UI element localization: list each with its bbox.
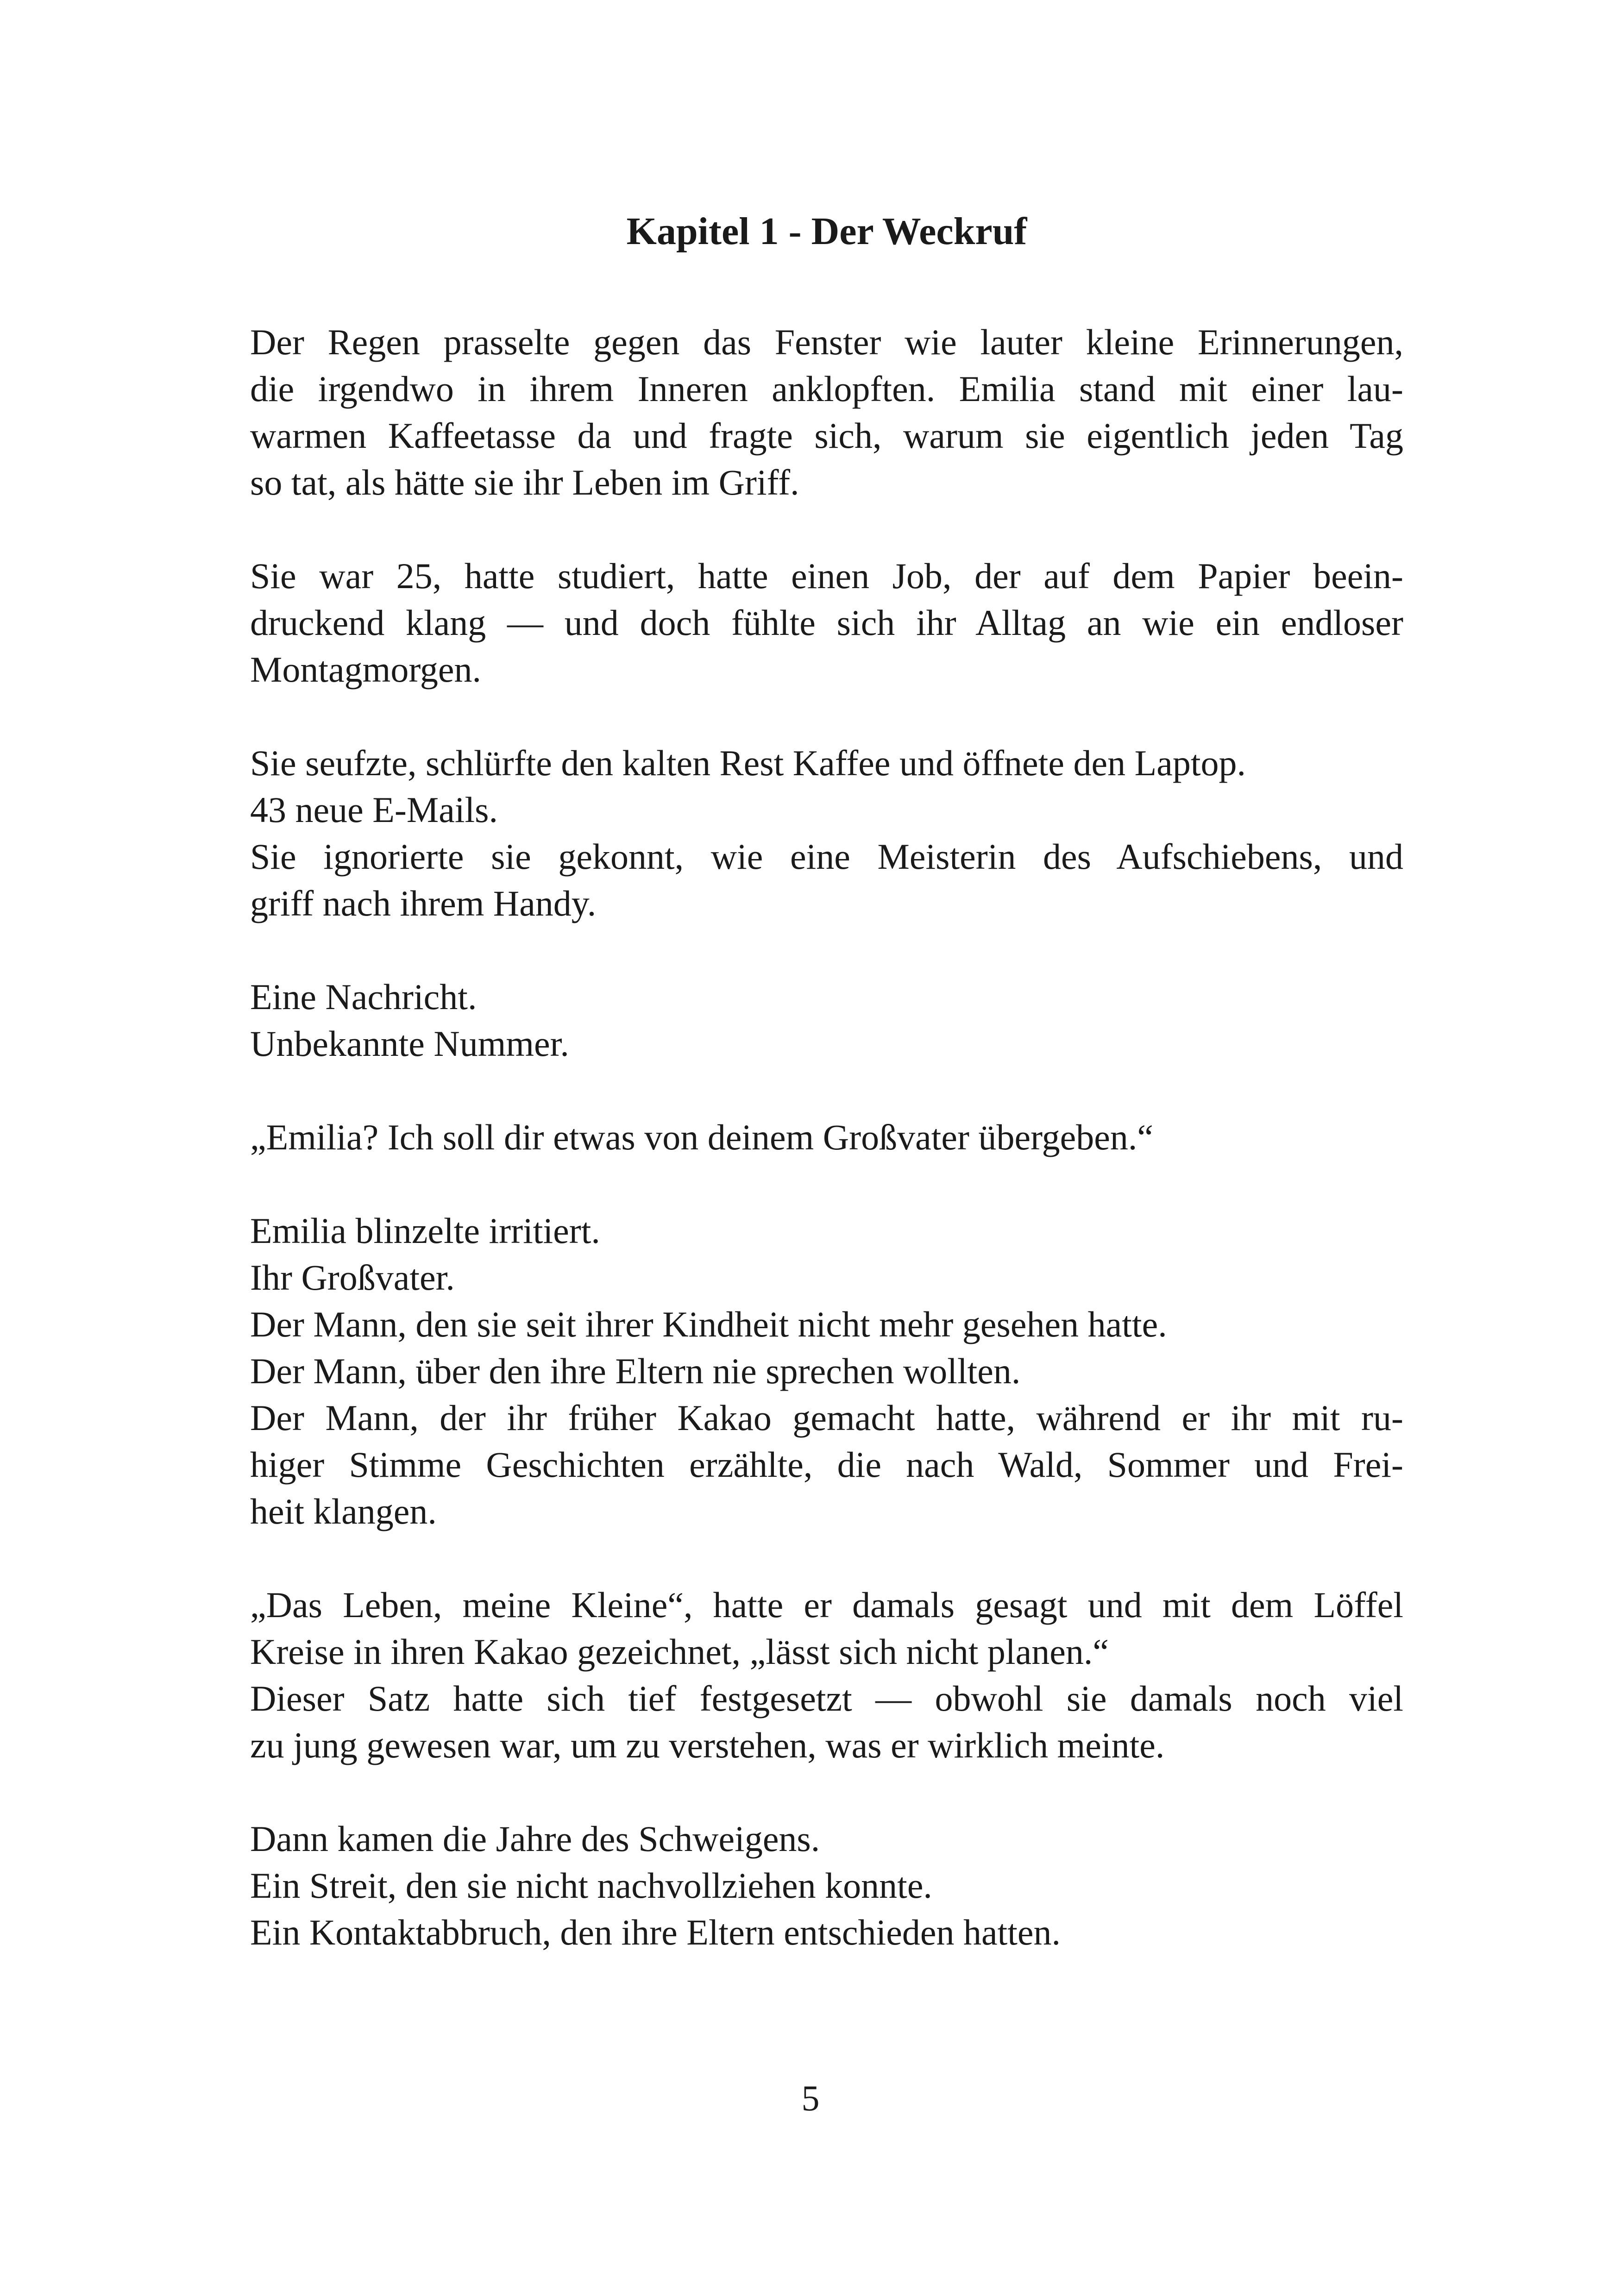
text-line: griff nach ihrem Handy. xyxy=(250,883,597,923)
text-line: higer Stimme Geschichten erzählte, die nach Wald, Sommer und Frei- xyxy=(250,1444,1403,1485)
paragraph xyxy=(250,552,1403,693)
paragraph xyxy=(250,973,1403,1067)
paragraph xyxy=(250,740,1403,927)
text-line: warmen Kaffeetasse da und fragte sich, warum sie eigentlich jeden Tag xyxy=(250,415,1403,456)
text-line: so tat, als hätte sie ihr Leben im Griff. xyxy=(250,462,799,502)
text-line: Der Regen prasselte gegen das Fenster wie lauter kleine Erinnerungen, xyxy=(250,322,1403,362)
paragraph xyxy=(250,1815,1403,1956)
text-line: Ihr Großvater. xyxy=(250,1257,455,1298)
text-line: Ein Kontaktabbruch, den ihre Eltern entschieden hatten. xyxy=(250,1912,1061,1952)
text-line: Eine Nachricht. xyxy=(250,977,477,1017)
text-line: heit klangen. xyxy=(250,1491,437,1531)
text-line: Unbekannte Nummer. xyxy=(250,1023,569,1064)
text-line: zu jung gewesen war, um zu verstehen, was er wirklich meinte. xyxy=(250,1725,1165,1765)
text-line: Sie war 25, hatte studiert, hatte einen Job, der auf dem Papier beein- xyxy=(250,556,1403,596)
page-number: 5 xyxy=(801,2078,820,2118)
text-line: Ein Streit, den sie nicht nachvollziehen konnte. xyxy=(250,1865,932,1906)
text-line: Sie ignorierte sie gekonnt, wie eine Meisterin des Aufschiebens, und xyxy=(250,836,1403,877)
text-line: Der Mann, der ihr früher Kakao gemacht hatte, während er ihr mit ru- xyxy=(250,1398,1403,1438)
text-line: druckend klang — und doch fühlte sich ihr Alltag an wie ein endloser xyxy=(250,602,1403,643)
text-line: die irgendwo in ihrem Inneren anklopften. Emilia stand mit einer lau- xyxy=(250,369,1403,409)
text-line: „Das Leben, meine Kleine“, hatte er damals gesagt und mit dem Löffel xyxy=(250,1585,1403,1625)
text-line: Kreise in ihren Kakao gezeichnet, „lässt sich nicht planen.“ xyxy=(250,1631,1109,1672)
text-line: Sie seufzte, schlürfte den kalten Rest Kaffee und öffnete den Laptop. xyxy=(250,743,1246,783)
text-line: „Emilia? Ich soll dir etwas von deinem Großvater übergeben.“ xyxy=(250,1117,1154,1157)
text-line: Der Mann, über den ihre Eltern nie sprechen wollten. xyxy=(250,1351,1021,1391)
text-line: Der Mann, den sie seit ihrer Kindheit nicht mehr gesehen hatte. xyxy=(250,1304,1167,1344)
text-line: Dieser Satz hatte sich tief festgesetzt — obwohl sie damals noch viel xyxy=(250,1678,1403,1719)
paragraph xyxy=(250,1207,1403,1535)
paragraph xyxy=(250,1114,1403,1161)
text-line: Dann kamen die Jahre des Schweigens. xyxy=(250,1819,820,1859)
paragraph xyxy=(250,1581,1403,1769)
chapter-body xyxy=(250,319,1403,1956)
chapter-title: Kapitel 1 - Der Weckruf xyxy=(626,210,1027,253)
text-line: 43 neue E-Mails. xyxy=(250,790,498,830)
text-line: Emilia blinzelte irritiert. xyxy=(250,1211,600,1251)
paragraph xyxy=(250,319,1403,506)
text-line: Montagmorgen. xyxy=(250,649,482,690)
